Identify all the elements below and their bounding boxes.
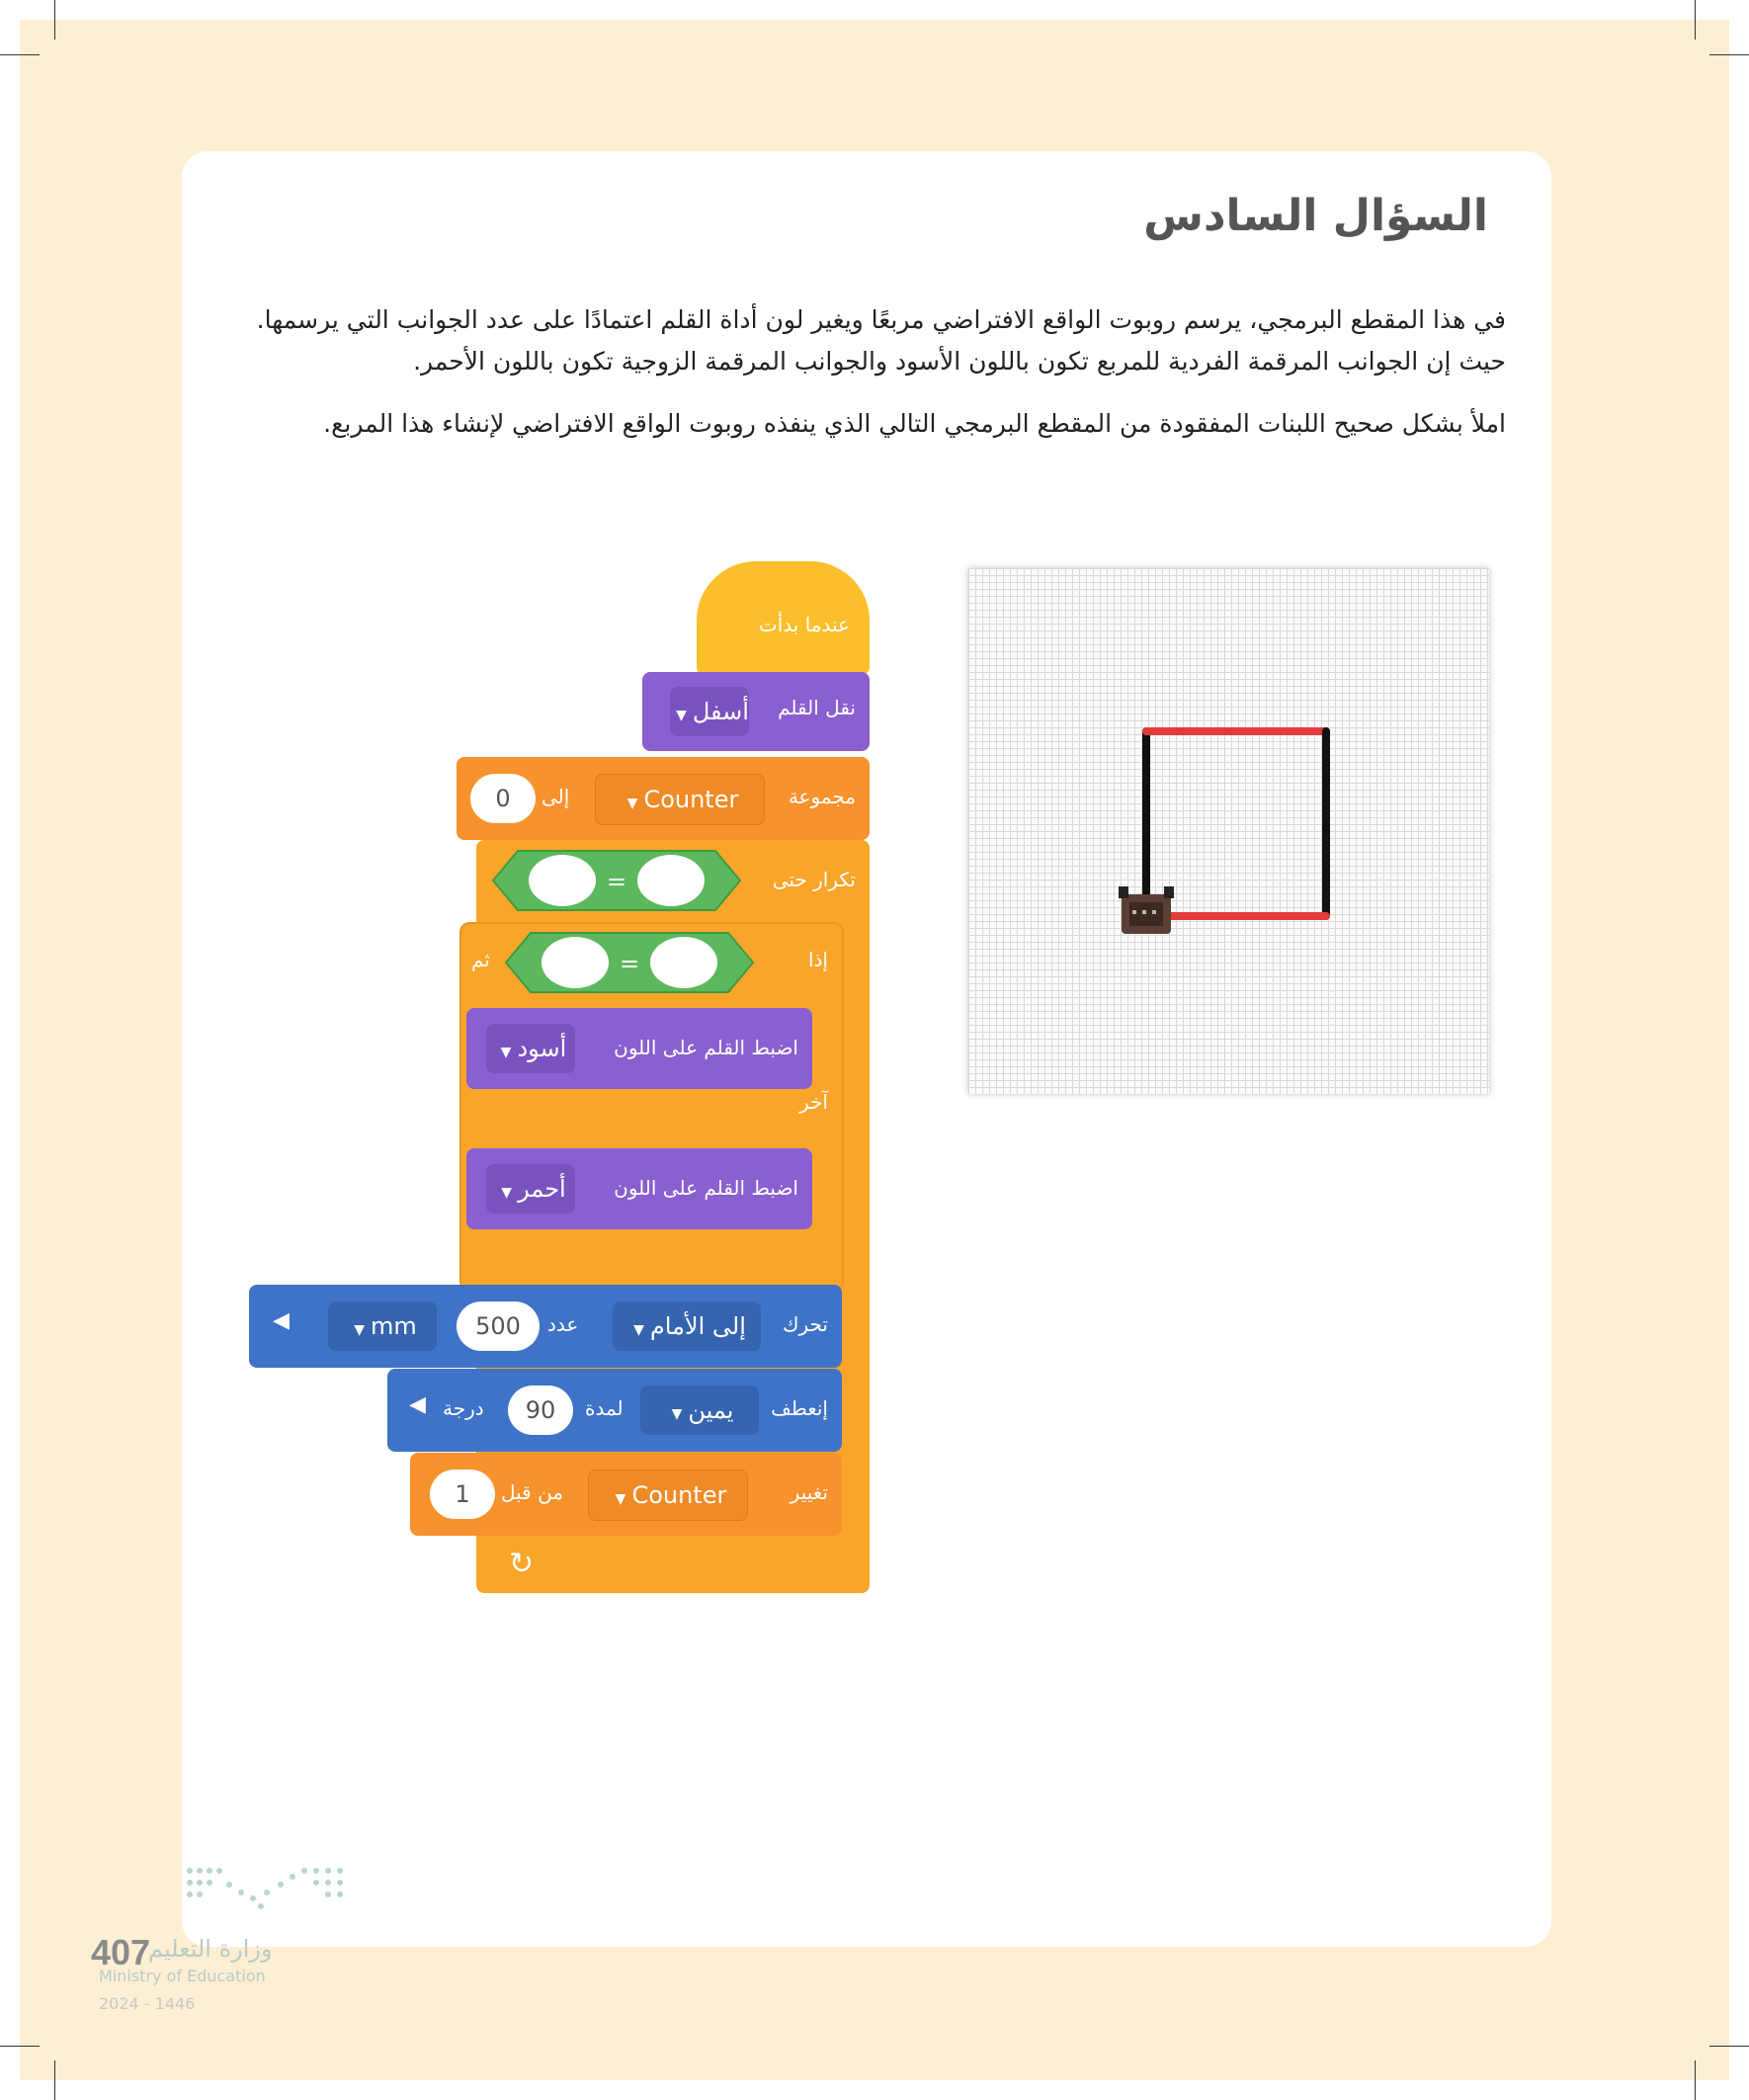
then-label: ثم <box>471 948 490 971</box>
equals-sign: = <box>606 868 627 895</box>
else-label: آخر <box>799 1090 828 1114</box>
when-started-block[interactable] <box>697 561 870 675</box>
chevron-down-icon: ▼ <box>500 1045 512 1060</box>
crop-mark <box>1709 54 1749 55</box>
academic-year: 2024 - 1446 <box>99 1994 196 2013</box>
to-label: إلى <box>541 785 570 808</box>
color-dropdown-red[interactable] <box>486 1164 575 1214</box>
repeat-until-header <box>476 840 870 921</box>
distance-input[interactable]: 500 <box>457 1302 540 1351</box>
drive-label: تحرك <box>783 1312 828 1336</box>
pen-move-label: نقل القلم <box>778 696 856 719</box>
description-line-2: حيث إن الجوانب المرقمة الفردية للمربع تكون باللون الأسود والجوانب المرقمة الزوجية تكون باللون الأحمر. <box>413 347 1506 376</box>
chevron-down-icon: ▼ <box>676 708 687 723</box>
pen-position-dropdown[interactable] <box>670 687 749 736</box>
chevron-down-icon: ▼ <box>626 796 638 811</box>
chevron-down-icon: ▼ <box>633 1322 644 1338</box>
turn-direction-value: يمين <box>688 1396 734 1424</box>
crop-mark <box>1695 2060 1696 2100</box>
change-value-input[interactable]: 1 <box>430 1470 495 1519</box>
description-line-1: في هذا المقطع البرمجي، يرسم روبوت الواقع الافتراضي مربعًا ويغير لون أداة القلم اعتمادًا على عدد الجوانب التي يرسمها. <box>256 305 1506 334</box>
equals-sign: = <box>619 950 640 977</box>
change-variable-dropdown[interactable] <box>588 1470 748 1521</box>
change-variable-block[interactable] <box>410 1453 842 1536</box>
page-number: 407 <box>91 1932 151 1973</box>
unit-dropdown[interactable] <box>328 1302 437 1351</box>
if-else-block[interactable] <box>461 924 842 1290</box>
turn-label: إنعطف <box>771 1396 828 1420</box>
crop-mark <box>0 54 40 55</box>
color-value-red: أحمر <box>518 1175 566 1203</box>
drive-direction-value: إلى الأمام <box>649 1312 746 1340</box>
collapse-arrow-icon[interactable]: ◀ <box>409 1392 426 1417</box>
set-variable-label: مجموعة <box>788 785 856 808</box>
chevron-down-icon: ▼ <box>501 1185 513 1201</box>
set-variable-block[interactable] <box>457 757 870 840</box>
question-description <box>221 299 1506 382</box>
chevron-down-icon: ▼ <box>671 1406 683 1422</box>
if-label: إذا <box>807 948 828 971</box>
empty-equals-slot-1[interactable] <box>488 846 745 915</box>
drive-direction-dropdown[interactable] <box>613 1302 761 1351</box>
crop-mark <box>54 0 55 40</box>
pen-move-block[interactable] <box>642 672 870 751</box>
crop-mark <box>1709 2046 1749 2047</box>
turn-direction-dropdown[interactable] <box>640 1386 759 1435</box>
crop-mark <box>54 2060 55 2100</box>
degrees-unit-label: درجة <box>443 1396 484 1420</box>
set-pen-color-label: اضبط القلم على اللون <box>614 1036 798 1059</box>
change-variable-name: Counter <box>631 1481 727 1509</box>
set-value-input[interactable]: 0 <box>470 774 536 823</box>
repeat-end-cap <box>476 1550 870 1593</box>
drive-block[interactable] <box>249 1285 842 1368</box>
ministry-name-arabic: وزارة التعليم <box>148 1935 273 1963</box>
for-degrees-label: لمدة <box>585 1396 624 1420</box>
when-started-label: عندما بدأت <box>758 613 850 636</box>
unit-value: mm <box>371 1312 417 1340</box>
degrees-input[interactable]: 90 <box>508 1386 573 1435</box>
crop-mark <box>0 2046 40 2047</box>
by-label: من قبل <box>501 1480 564 1504</box>
variable-dropdown[interactable] <box>595 774 765 825</box>
variable-name: Counter <box>643 786 739 813</box>
set-pen-color-red-block[interactable] <box>466 1148 812 1229</box>
ministry-logo-icon <box>182 1863 350 1912</box>
collapse-arrow-icon[interactable]: ◀ <box>273 1308 290 1333</box>
change-label: تغيير <box>790 1480 828 1504</box>
question-instruction: املأ بشكل صحيح اللبنات المفقودة من المقطع البرمجي التالي الذي ينفذه روبوت الواقع الافتراضي لإنشاء هذا المربع. <box>323 409 1506 438</box>
set-pen-color-black-block[interactable] <box>466 1008 812 1089</box>
color-dropdown-black[interactable] <box>486 1024 575 1073</box>
chevron-down-icon: ▼ <box>354 1322 365 1338</box>
repeat-until-label: تكرار حتى <box>772 868 856 891</box>
color-value-black: أسود <box>517 1035 567 1062</box>
square-drawing <box>968 568 1489 1094</box>
crop-mark <box>1695 0 1696 40</box>
ministry-name-english: Ministry of Education <box>99 1967 266 1985</box>
set-pen-color-label: اضبط القلم على اللون <box>614 1176 798 1200</box>
empty-equals-slot-2[interactable] <box>501 928 758 997</box>
turn-block[interactable] <box>387 1369 842 1452</box>
loop-icon: ↻ <box>509 1547 535 1581</box>
chevron-down-icon: ▼ <box>615 1491 626 1507</box>
robot-grid-panel <box>968 568 1489 1094</box>
question-title: السؤال السادس <box>1143 191 1488 241</box>
pen-position-value: أسفل <box>692 698 749 725</box>
for-label: عدد <box>547 1312 579 1336</box>
